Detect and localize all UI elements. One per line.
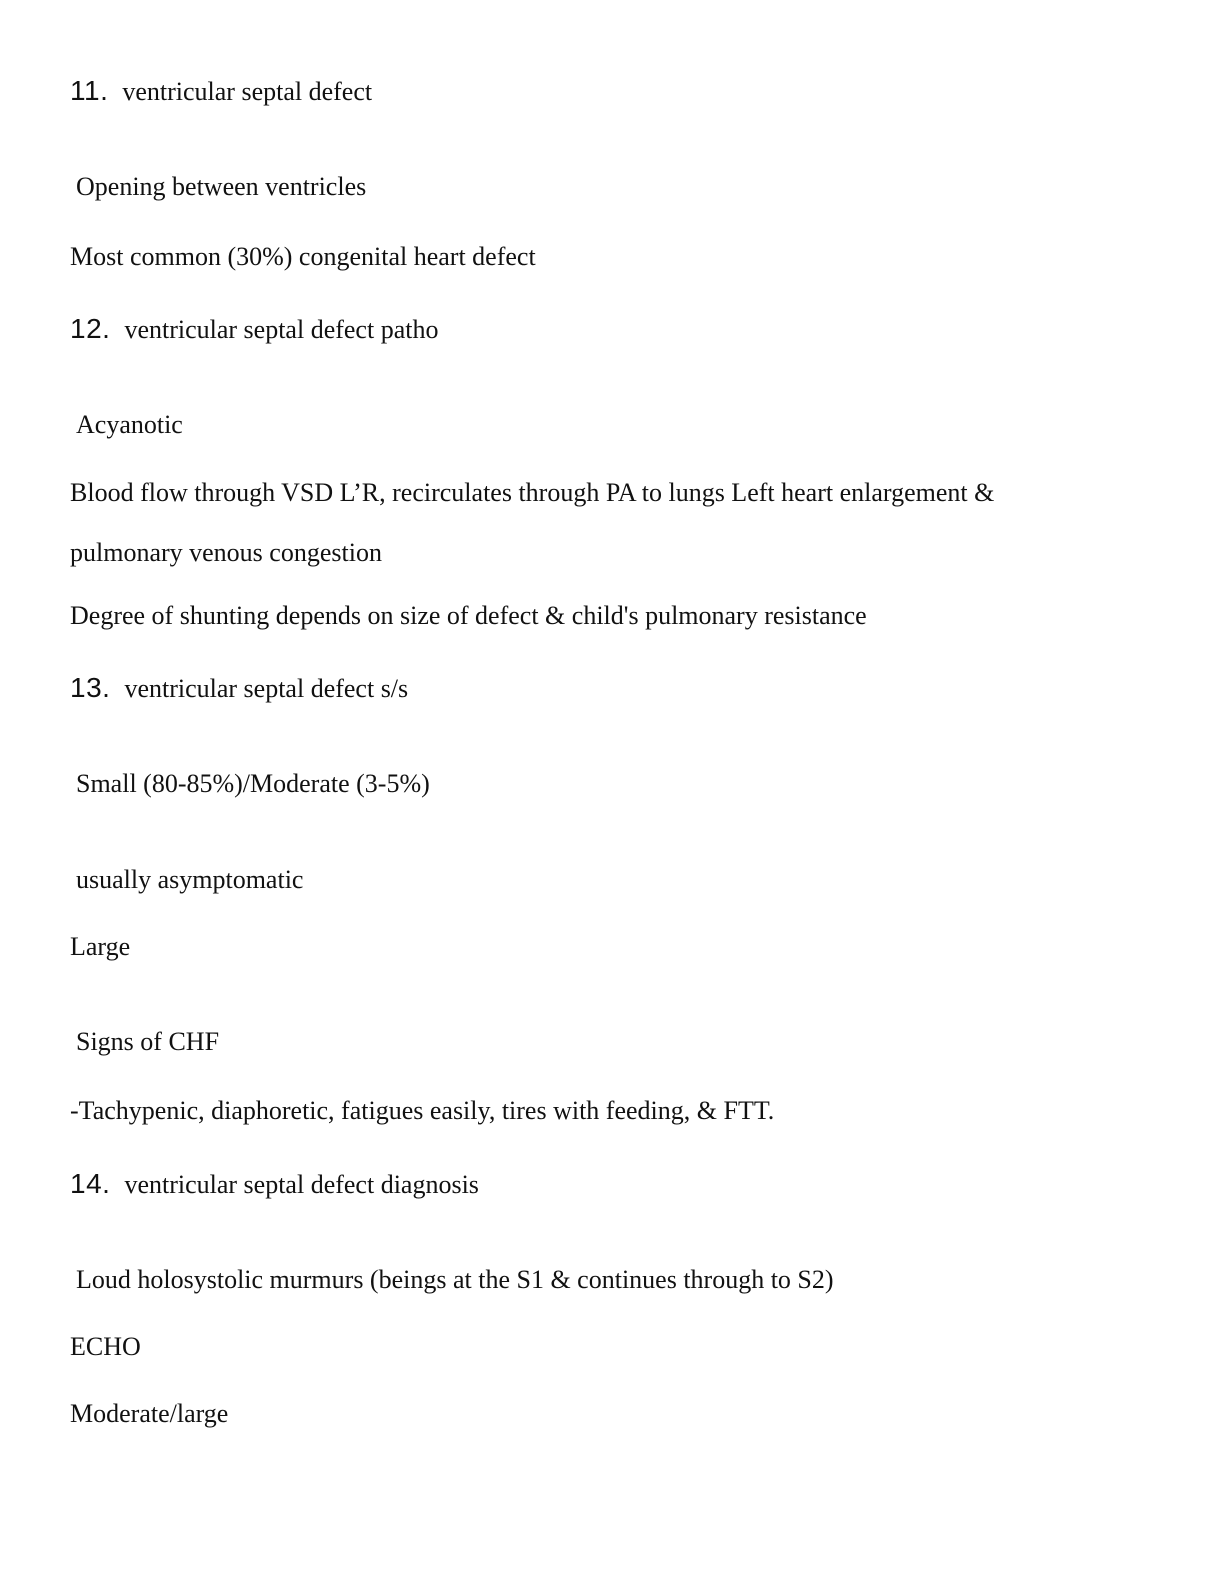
question-number: 11.: [70, 75, 109, 106]
question-text: ventricular septal defect diagnosis: [124, 1170, 479, 1199]
answer-line: Large: [70, 932, 131, 961]
question-number: 12.: [70, 313, 111, 344]
question-number: 13.: [70, 672, 111, 703]
question-12-heading: [70, 314, 438, 345]
answer-line: Most common (30%) congenital heart defect: [70, 242, 536, 271]
question-text: ventricular septal defect: [122, 77, 373, 106]
question-13-heading: [70, 673, 408, 704]
question-11-heading: [70, 76, 372, 107]
answer-line: Moderate/large: [70, 1399, 229, 1428]
answer-line: Loud holosystolic murmurs (beings at the S1 & continues through to S2): [76, 1265, 834, 1294]
answer-line: ECHO: [70, 1332, 141, 1361]
answer-line: Small (80-85%)/Moderate (3-5%): [76, 769, 430, 798]
question-text: ventricular septal defect s/s: [124, 674, 409, 703]
question-text: ventricular septal defect patho: [124, 315, 439, 344]
answer-line: usually asymptomatic: [76, 865, 304, 894]
answer-line: Degree of shunting depends on size of defect & child's pulmonary resistance: [70, 601, 867, 630]
question-14-heading: [70, 1169, 479, 1200]
answer-line: pulmonary venous congestion: [70, 538, 382, 567]
answer-line: Signs of CHF: [76, 1027, 220, 1056]
answer-line: Blood flow through VSD L’R, recirculates through PA to lungs Left heart enlargement &: [70, 478, 995, 507]
answer-line: -Tachypenic, diaphoretic, fatigues easily, tires with feeding, & FTT.: [70, 1096, 775, 1125]
answer-line: Opening between ventricles: [76, 172, 367, 201]
question-number: 14.: [70, 1168, 111, 1199]
answer-line: Acyanotic: [76, 410, 183, 439]
